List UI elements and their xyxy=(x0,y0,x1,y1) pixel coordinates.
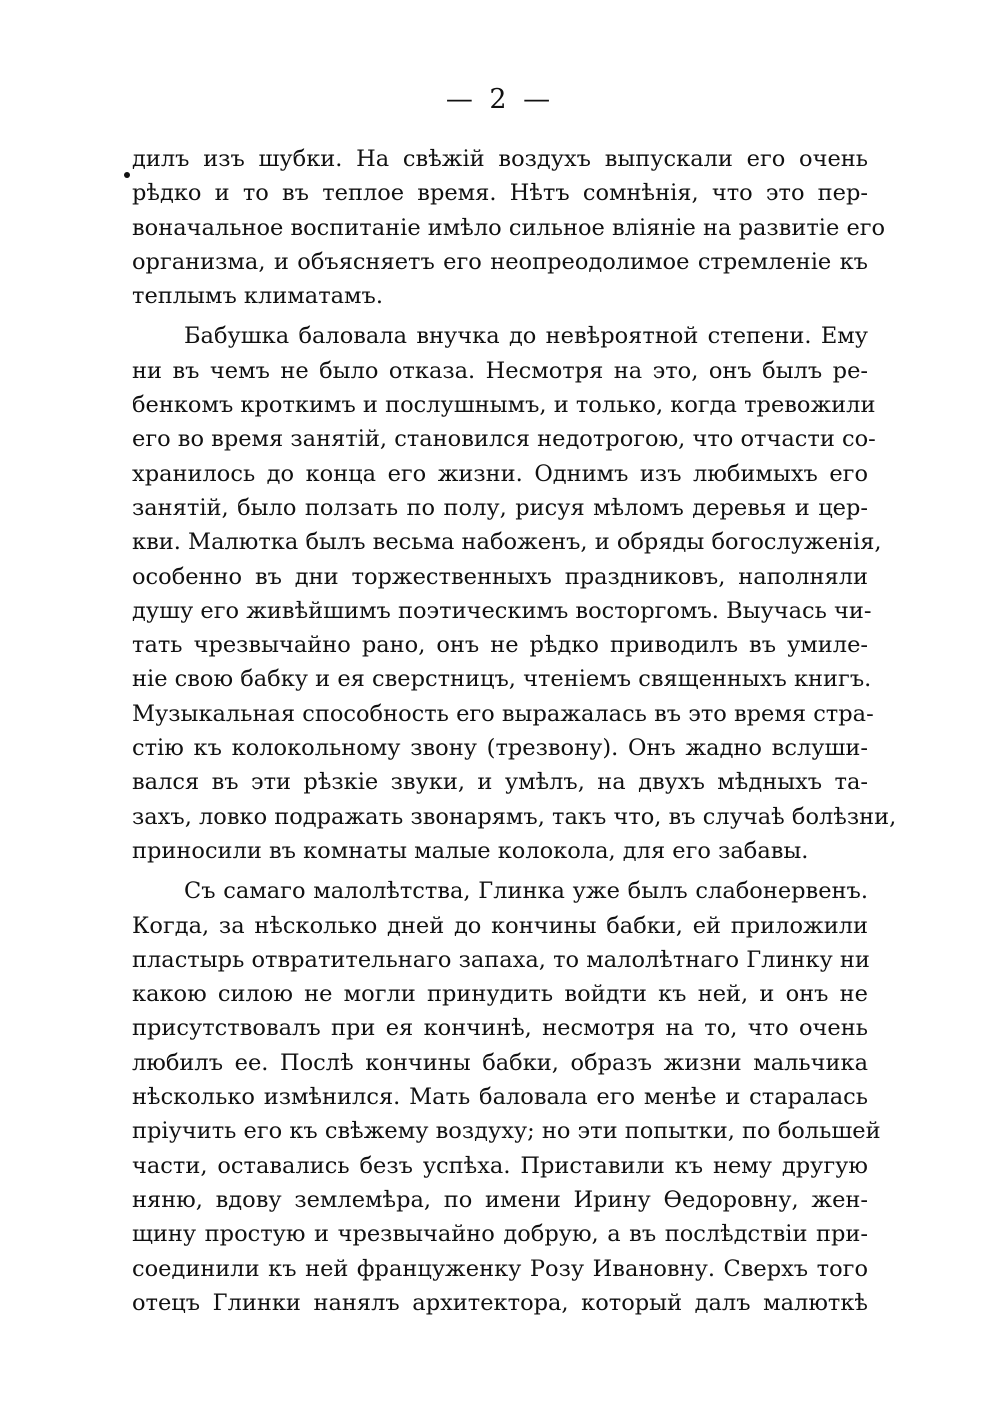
text-line: приносили въ комнаты малые колокола, для его забавы. xyxy=(132,837,809,864)
text-line: особенно въ дни торжественныхъ праздниковъ, наполняли xyxy=(132,563,868,590)
page-number: — 2 — xyxy=(445,84,555,115)
body-text xyxy=(132,142,897,1320)
ink-speck xyxy=(124,172,130,178)
text-line: хранилось до конца его жизни. Однимъ изъ любимыхъ его xyxy=(132,460,868,487)
paragraph-2 xyxy=(132,319,897,868)
text-line: любилъ ее. Послѣ кончины бабки, образъ жизни мальчика xyxy=(132,1049,868,1076)
text-line: няню, вдову землемѣра, по имени Ирину Ѳедоровну, жен- xyxy=(132,1186,868,1213)
text-line: части, оставались безъ успѣха. Приставили къ нему другую xyxy=(132,1152,868,1179)
text-line: пріучить его къ свѣжему воздуху; но эти попытки, по большей xyxy=(132,1118,881,1145)
text-line: отецъ Глинки нанялъ архитектора, который далъ малюткѣ xyxy=(132,1289,868,1316)
text-line: Музыкальная способность его выражалась въ это время стра- xyxy=(132,700,874,727)
paragraph-3 xyxy=(132,874,881,1320)
text-line: ни въ чемъ не было отказа. Несмотря на это, онъ былъ ре- xyxy=(132,357,868,384)
text-line: душу его живѣйшимъ поэтическимъ восторгомъ. Выучась чи- xyxy=(132,597,872,624)
text-line: какою силою не могли принудить войдти къ ней, и онъ не xyxy=(132,981,868,1008)
text-line: Съ самаго малолѣтства, Глинка уже былъ слабонервенъ. xyxy=(184,878,868,905)
text-line: Бабушка баловала внучка до невѣроятной степени. Ему xyxy=(184,323,868,350)
text-line: теплымъ климатамъ. xyxy=(132,283,384,310)
text-line: организма, и объясняетъ его неопреодолимое стремленіе къ xyxy=(132,248,868,275)
text-line: дилъ изъ шубки. На свѣжій воздухъ выпускали его очень xyxy=(132,146,868,172)
text-line: нѣсколько измѣнился. Мать баловала его менѣе и старалась xyxy=(132,1084,868,1111)
text-line: захъ, ловко подражать звонарямъ, такъ что, въ случаѣ болѣзни, xyxy=(132,803,897,830)
text-line: присутствовалъ при ея кончинѣ, несмотря на то, что очень xyxy=(132,1015,868,1042)
text-line: его во время занятій, становился недотрогою, что отчасти со- xyxy=(132,426,876,453)
text-line: вался въ эти рѣзкіе звуки, и умѣлъ, на двухъ мѣдныхъ та- xyxy=(132,769,868,796)
text-line: бенкомъ кроткимъ и послушнымъ, и только, когда тревожили xyxy=(132,392,876,419)
text-line: Когда, за нѣсколько дней до кончины бабки, ей приложили xyxy=(132,912,868,939)
text-line: соединили къ ней француженку Розу Ивановну. Сверхъ того xyxy=(132,1255,868,1282)
text-line: рѣдко и то въ теплое время. Нѣтъ сомнѣнія, что это пер- xyxy=(132,180,868,207)
text-line: пластырь отвратительнаго запаха, то малолѣтнаго Глинку ни xyxy=(132,946,870,973)
text-line: стію къ колокольному звону (трезвону). Онъ жадно вслуши- xyxy=(132,735,868,762)
text-line: воначальное воспитаніе имѣло сильное вліяніе на развитіе его xyxy=(132,214,886,241)
text-line: кви. Малютка былъ весьма набоженъ, и обряды богослуженія, xyxy=(132,529,882,556)
text-line: ніе свою бабку и ея сверстницъ, чтеніемъ священныхъ книгъ. xyxy=(132,666,872,693)
text-line: щину простую и чрезвычайно добрую, а въ послѣдствіи при- xyxy=(132,1221,868,1248)
paragraph-1 xyxy=(132,142,886,313)
text-line: занятій, было ползать по полу, рисуя мѣломъ деревья и цер- xyxy=(132,494,868,521)
text-line: тать чрезвычайно рано, онъ не рѣдко приводилъ въ умиле- xyxy=(132,632,868,659)
